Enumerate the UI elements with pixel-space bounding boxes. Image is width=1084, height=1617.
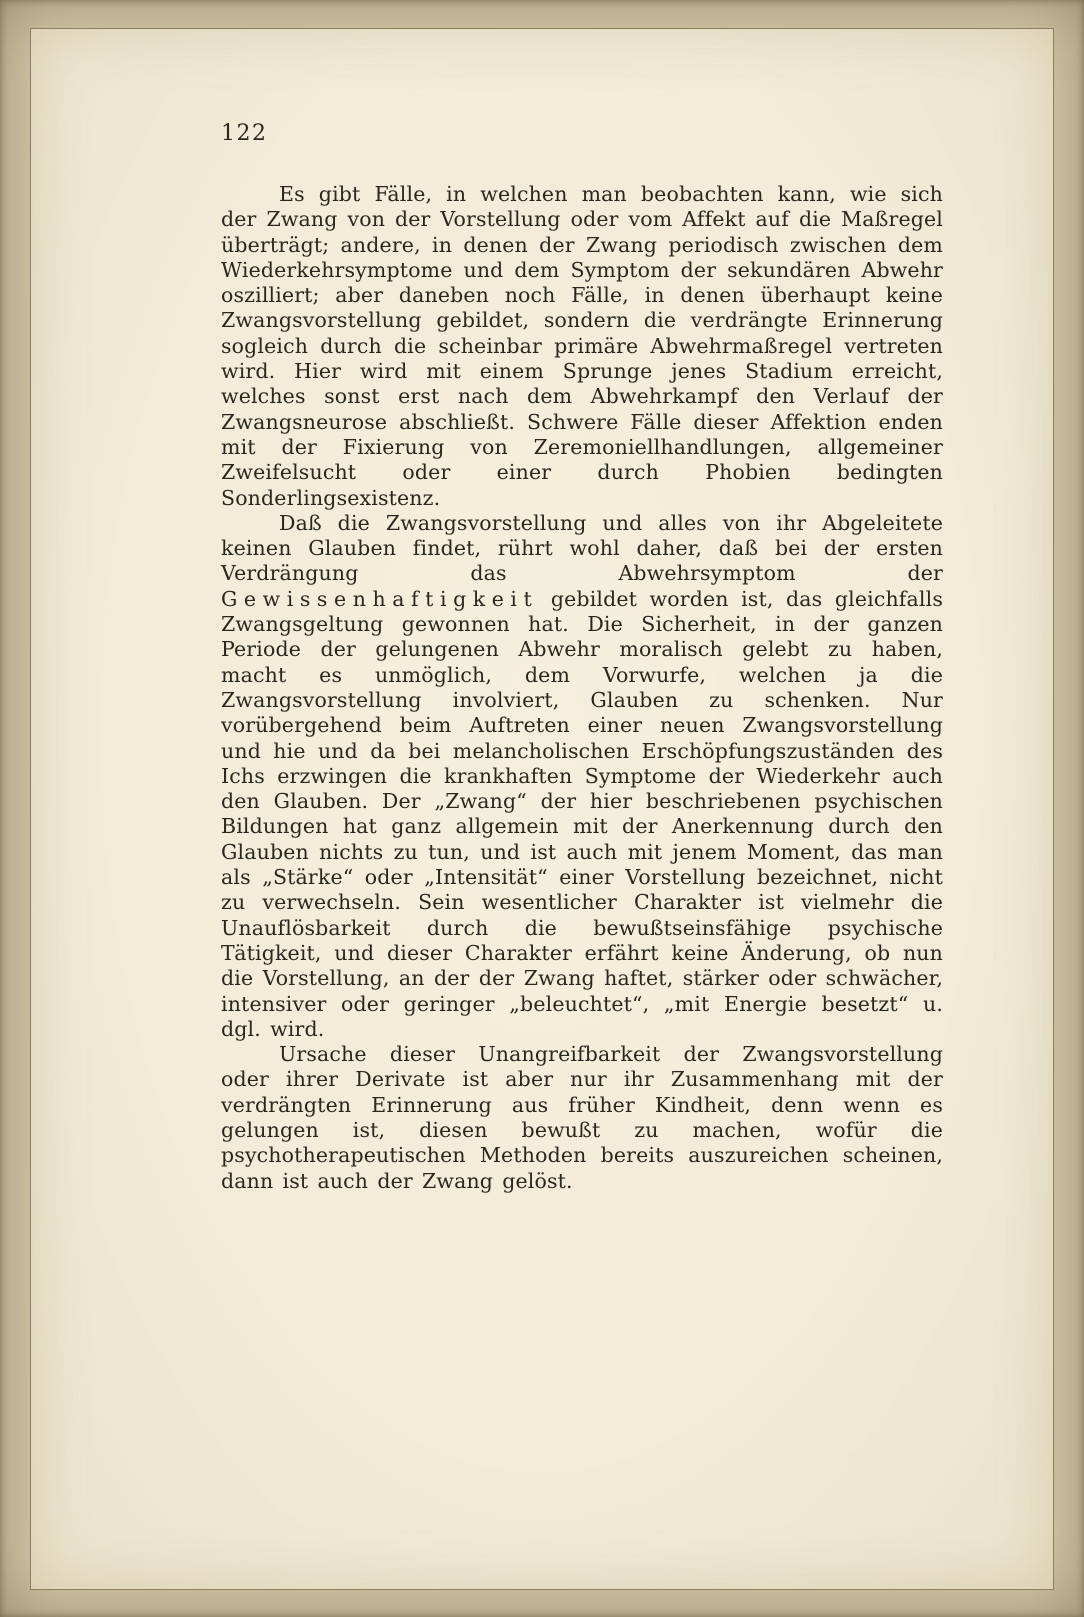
paragraph-3: Ursache dieser Unangreifbarkeit der Zwangsvorstellung oder ihrer Derivate ist aber nur ihr Zusammenhang mit der verdrängten Erinnerung aus früher Kindheit, denn wenn es gelungen ist, diesen bewußt zu machen, wofür die psychotherapeutischen Methoden bereits auszureichen scheinen, dann ist auch der Zwang gelöst. — [221, 1042, 943, 1193]
emphasized-term-gewissenhaftigkeit: Gewissenhaftigkeit — [221, 586, 539, 611]
paragraph-1: Es gibt Fälle, in welchen man beobachten kann, wie sich der Zwang von der Vorstellung oder vom Affekt auf die Maßregel überträgt; andere, in denen der Zwang periodisch zwischen dem Wiederkehrsymptome und dem Symptom der sekundären Abwehr oszilliert; aber daneben noch Fälle, in denen überhaupt keine Zwangsvorstellung gebildet, sondern die verdrängte Erinnerung sogleich durch die scheinbar primäre Abwehrmaßregel vertreten wird. Hier wird mit einem Sprunge jenes Stadium erreicht, welches sonst erst nach dem Abwehrkampf den Verlauf der Zwangsneurose abschließt. Schwere Fälle dieser Affektion enden mit der Fixierung von Zeremoniellhandlungen, allgemeiner Zweifelsucht oder einer durch Phobien bedingten Sonderlingsexistenz. — [221, 182, 943, 510]
text-block — [221, 121, 943, 1194]
paragraph-2 — [221, 511, 943, 1042]
paragraph-2-text-post: gebildet worden ist, das gleichfalls Zwangsgeltung gewonnen hat. Die Sicherheit, in der ganzen Periode der gelungenen Abwehr moralisch gelebt zu haben, macht es unmöglich, dem Vorwurfe, welchen ja die Zwangsvorstellung involviert, Glauben zu schenken. Nur vorübergehend beim Auftreten einer neuen Zwangsvorstellung und hie und da bei melancholischen Erschöpfungszuständen des Ichs erzwingen die krankhaften Symptome der Wiederkehr auch den Glauben. Der „Zwang“ der hier beschriebenen psychischen Bildungen hat ganz allgemein mit der Anerkennung durch den Glauben nichts zu tun, und ist auch mit jenem Moment, das man als „Stärke“ oder „Intensität“ einer Vorstellung bezeichnet, nicht zu verwechseln. Sein wesentlicher Charakter ist vielmehr die Unauflösbarkeit durch die bewußtseinsfähige psychische Tätigkeit, und dieser Charakter erfährt keine Änderung, ob nun die Vorstellung, an der der Zwang haftet, stärker oder schwächer, intensiver oder geringer „beleuchtet“, „mit Energie besetzt“ u. dgl. wird. — [221, 586, 943, 1041]
page-number: 122 — [221, 121, 268, 146]
paragraph-2-text-pre: Daß die Zwangsvorstellung und alles von ihr Abgeleitete keinen Glauben findet, rührt wohl daher, daß bei der ersten Verdrängung das Abwehrsymptom der — [221, 510, 943, 586]
book-page — [30, 28, 1054, 1590]
